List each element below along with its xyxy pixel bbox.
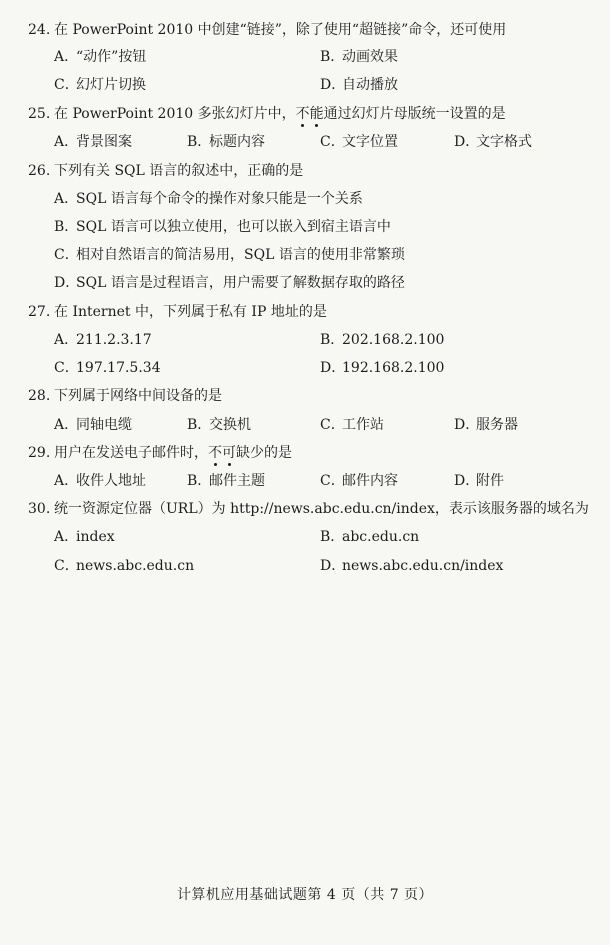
option-text: index (76, 529, 115, 545)
question-text-after: 通过幻灯片母版统一设置的是 (323, 106, 506, 122)
question-number: 29. (28, 445, 51, 461)
question-30 (28, 499, 588, 519)
option-a (54, 471, 146, 491)
question-28 (28, 386, 588, 406)
option-d (320, 358, 444, 378)
emphasis-mark: 不 (208, 445, 222, 461)
option-letter: C． (54, 77, 79, 93)
option-letter: D． (320, 360, 346, 376)
option-letter: D． (320, 558, 346, 574)
question-number: 26. (28, 163, 51, 179)
option-letter: D． (54, 275, 80, 291)
question-29 (28, 443, 588, 463)
option-b (320, 47, 398, 67)
option-letter: D． (320, 77, 346, 93)
question-text: 统一资源定位器（URL）为 http://news.abc.edu.cn/index，表示该服务器的域名为 (54, 501, 589, 517)
option-a (54, 527, 115, 547)
option-letter: D． (454, 417, 480, 433)
option-text: 文字格式 (476, 134, 532, 150)
option-text: SQL 语言可以独立使用，也可以嵌入到宿主语言中 (76, 219, 391, 235)
option-c (54, 358, 161, 378)
option-letter: D． (454, 134, 480, 150)
option-text: 附件 (476, 473, 504, 489)
option-text: 202.168.2.100 (342, 332, 445, 348)
option-letter: A． (54, 473, 79, 489)
option-text: 背景图案 (76, 134, 132, 150)
question-26 (28, 161, 588, 181)
option-d (454, 132, 532, 152)
option-c (320, 471, 398, 491)
question-number: 27. (28, 304, 51, 320)
option-b (187, 471, 265, 491)
question-text-after: 缺少的是 (236, 445, 292, 461)
option-text: 收件人地址 (76, 473, 146, 489)
option-d (454, 415, 518, 435)
option-b (320, 330, 444, 350)
option-text: 邮件主题 (209, 473, 265, 489)
option-text: 相对自然语言的简洁易用，SQL 语言的使用非常繁琐 (76, 247, 405, 263)
question-number: 30. (28, 501, 51, 517)
option-b (187, 415, 251, 435)
option-letter: A． (54, 49, 79, 65)
option-b (187, 132, 265, 152)
option-d (54, 273, 405, 293)
option-text: 服务器 (476, 417, 518, 433)
option-d (320, 556, 503, 576)
option-text: abc.edu.cn (342, 529, 420, 545)
option-text: “动作”按钮 (76, 49, 147, 65)
question-text: 在 PowerPoint 2010 中创建“链接”，除了使用“超链接”命令，还可使用 (54, 22, 507, 38)
emphasis-mark: 可 (222, 445, 236, 461)
option-text: 交换机 (209, 417, 251, 433)
option-text: 工作站 (342, 417, 384, 433)
question-text: 在 Internet 中，下列属于私有 IP 地址的是 (54, 304, 327, 320)
emphasis-mark: 不 (295, 106, 310, 122)
page-footer: 计算机应用基础试题第 4 页（共 7 页） (176, 887, 434, 903)
option-letter: A． (54, 417, 79, 433)
emphasis-mark: 能 (309, 106, 324, 122)
option-a (54, 415, 132, 435)
option-a (54, 330, 152, 350)
option-text: 邮件内容 (342, 473, 398, 489)
option-letter: A． (54, 529, 79, 545)
option-letter: B． (187, 417, 212, 433)
option-letter: C． (54, 247, 79, 263)
option-c (320, 415, 384, 435)
question-text: 下列属于网络中间设备的是 (54, 388, 222, 404)
option-text: 192.168.2.100 (342, 360, 445, 376)
option-text: 同轴电缆 (76, 417, 132, 433)
option-text: 标题内容 (209, 134, 265, 150)
option-b (54, 217, 391, 237)
option-c (320, 132, 398, 152)
option-text: 211.2.3.17 (76, 332, 152, 348)
option-letter: A． (54, 332, 79, 348)
option-letter: B． (320, 332, 345, 348)
option-d (454, 471, 504, 491)
question-24 (28, 20, 588, 40)
option-letter: B． (320, 529, 345, 545)
question-text: 下列有关 SQL 语言的叙述中，正确的是 (54, 163, 304, 179)
option-letter: B． (187, 134, 212, 150)
option-letter: C． (320, 134, 345, 150)
option-text: news.abc.edu.cn (76, 558, 195, 574)
option-letter: A． (54, 191, 79, 207)
option-letter: A． (54, 134, 79, 150)
option-letter: C． (54, 558, 79, 574)
question-27 (28, 302, 588, 322)
question-number: 24. (28, 22, 51, 38)
question-25 (28, 104, 588, 124)
option-text: 动画效果 (342, 49, 398, 65)
option-letter: D． (454, 473, 480, 489)
option-text: 文字位置 (342, 134, 398, 150)
option-letter: C． (54, 360, 79, 376)
option-letter: C． (320, 473, 345, 489)
option-letter: C． (320, 417, 345, 433)
option-text: 自动播放 (342, 77, 398, 93)
option-b (320, 527, 419, 547)
option-d (320, 75, 398, 95)
option-letter: B． (320, 49, 345, 65)
option-text: 幻灯片切换 (76, 77, 146, 93)
option-text: SQL 语言是过程语言，用户需要了解数据存取的路径 (76, 275, 405, 291)
option-letter: B． (54, 219, 79, 235)
option-letter: B． (187, 473, 212, 489)
question-number: 28. (28, 388, 51, 404)
option-c (54, 245, 405, 265)
option-text: SQL 语言每个命令的操作对象只能是一个关系 (76, 191, 363, 207)
option-a (54, 189, 363, 209)
option-c (54, 75, 146, 95)
option-text: 197.17.5.34 (76, 360, 161, 376)
question-text-before: 用户在发送电子邮件时， (54, 445, 208, 461)
option-c (54, 556, 194, 576)
option-a (54, 132, 132, 152)
question-number: 25. (28, 106, 51, 122)
option-text: news.abc.edu.cn/index (342, 558, 504, 574)
option-a (54, 47, 146, 67)
question-text-before: 在 PowerPoint 2010 多张幻灯片中， (54, 106, 296, 122)
